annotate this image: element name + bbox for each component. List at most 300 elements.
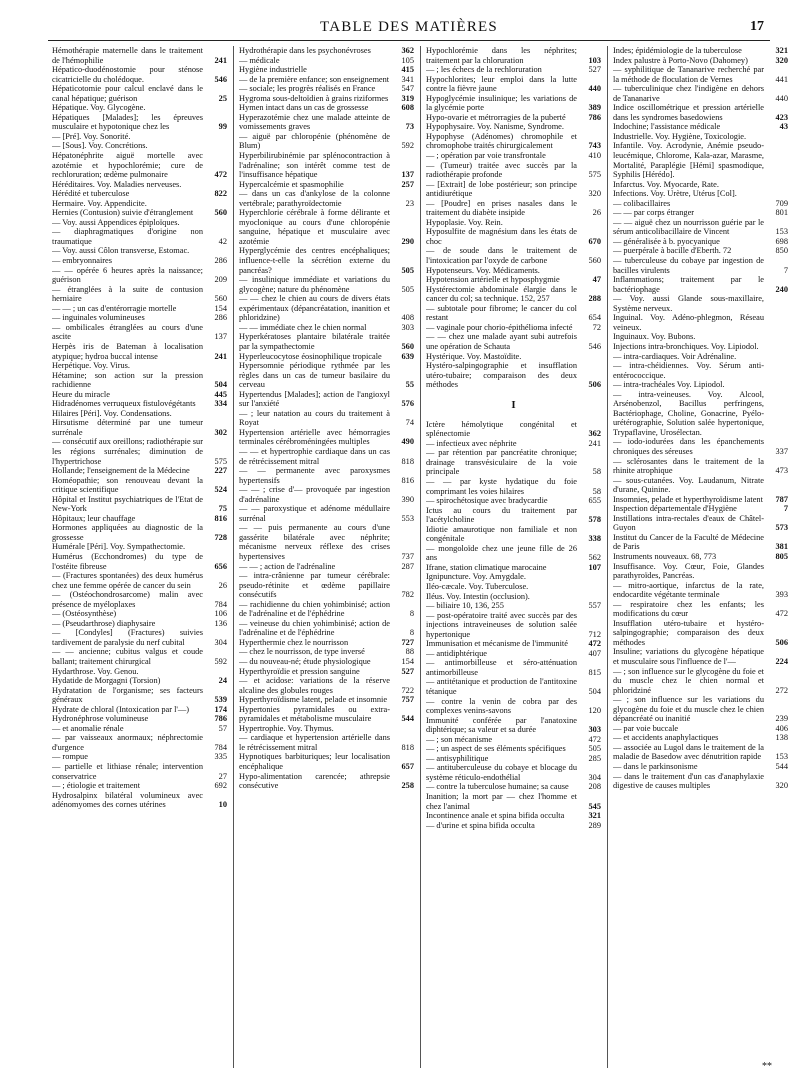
index-column-3 <box>426 46 601 1071</box>
index-entry <box>239 132 414 151</box>
index-entry <box>426 304 601 323</box>
entry-text: Hypochlorites; leur emploi dans la lutte contre la fièvre jaune <box>426 74 577 94</box>
index-entry <box>52 199 227 209</box>
entry-page-number: 320 <box>588 189 601 199</box>
entry-text: — tuberculinique chez l'indigène en dehors de Tananarive <box>613 84 764 103</box>
index-entry <box>52 189 227 199</box>
entry-text: Hormones appliquées au diagnostic de la grossesse <box>52 523 203 542</box>
entry-text: — — et hypertrophie cardiaque dans un cas de rétrécissement mitral <box>239 446 390 466</box>
entry-text: — ; son mécanisme <box>426 734 493 744</box>
index-entry <box>426 735 601 745</box>
entry-page-number: 304 <box>214 637 227 647</box>
index-entry <box>239 332 414 351</box>
entry-page-number: 473 <box>775 466 788 476</box>
entry-text: Indes; épidémiologie de la tuberculose <box>613 46 742 55</box>
entry-text: Hydronéphrose volumineuse <box>52 714 149 724</box>
entry-text: Hépatiques [Malades]; les épreuves musculaire et hypotonique chez les <box>52 112 203 132</box>
entry-text: Hystéro-salpingographie et insufflation utéro-tubaire; comparaison des deux méthodes <box>426 361 577 390</box>
entry-page-number: 578 <box>588 515 601 525</box>
entry-text: — de la première enfance; son enseignement <box>239 74 390 84</box>
entry-page-number: 728 <box>214 532 227 542</box>
entry-text: — contre la venin de cobra par des complexes venins-savons <box>426 696 577 716</box>
entry-page-number: 303 <box>401 322 414 332</box>
entry-text: Hépaticotomie pour calcul enclavé dans le canal hépatique; guérison <box>52 84 203 103</box>
index-entry <box>52 399 227 409</box>
index-entry <box>426 572 601 582</box>
entry-text: — chez le nourrisson, de type inversé <box>239 647 365 657</box>
index-entry <box>52 342 227 361</box>
entry-page-number: 727 <box>401 637 414 647</box>
entry-page-number: 560 <box>214 294 227 304</box>
entry-text: Industrielle. Voy. Hygiène, Toxicologie. <box>613 131 747 141</box>
index-entry <box>52 667 227 677</box>
entry-page-number: 709 <box>775 198 788 208</box>
entry-text: — — aiguë chez un nourrisson guérie par le sérum anticolibacillaire de Vincent <box>613 217 764 237</box>
index-entry <box>52 46 227 65</box>
entry-text: Hystérectomie abdominale élargie dans le cancer du col; sa technique. 152, 257 <box>426 284 577 304</box>
index-entry <box>239 772 414 791</box>
entry-text: Iléo-cæcale. Voy. Tuberculose. <box>426 581 529 591</box>
index-entry <box>239 428 414 447</box>
entry-text: Héréditaires. Voy. Maladies nerveuses. <box>52 179 182 189</box>
entry-text: Hyperthermie chez le nourrisson <box>239 637 349 647</box>
entry-page-number: 320 <box>775 55 788 65</box>
entry-text: Ictus au cours du traitement par l'acétylcholine <box>426 505 577 525</box>
index-entry <box>239 466 414 485</box>
index-entry <box>613 437 788 456</box>
entry-page-number: 472 <box>775 609 788 619</box>
entry-page-number: 153 <box>775 752 788 762</box>
entry-page-number: 288 <box>588 294 601 304</box>
index-entry <box>52 208 227 218</box>
index-entry <box>239 180 414 190</box>
index-entry <box>239 600 414 619</box>
entry-page-number: 227 <box>214 466 227 476</box>
index-entry <box>426 361 601 390</box>
entry-text: — intra-trachéales Voy. Lipiodol. <box>613 380 725 390</box>
entry-text: — ; un aspect de ses éléments spécifiques <box>426 744 566 754</box>
entry-text: Hirsutisme déterminé par une tumeur surrénale <box>52 418 203 437</box>
entry-text: Hépatique. Voy. Glycogène. <box>52 103 146 113</box>
entry-page-number: 209 <box>214 275 227 285</box>
index-entry <box>613 600 788 619</box>
entry-text: — sous-cutanées. Voy. Laudanum, Nitrate d'urane, Quinine. <box>613 475 764 495</box>
entry-page-number: 787 <box>775 494 788 504</box>
index-entry <box>52 686 227 705</box>
entry-text: Hyposulfite de magnésium dans les états de choc <box>426 227 577 246</box>
page-number: 17 <box>750 19 764 34</box>
entry-text: Hypotenseurs. Voy. Médicaments. <box>426 265 540 275</box>
entry-page-number: 24 <box>218 676 227 686</box>
index-entry <box>52 619 227 629</box>
index-entry <box>426 151 601 161</box>
entry-text: — syphilitique de Tananarive recherché par la méthode de floculation de Vernes <box>613 65 764 84</box>
entry-page-number: 57 <box>218 723 227 733</box>
column-divider <box>233 46 234 1068</box>
index-entry <box>52 714 227 724</box>
entry-text: — rachidienne du chien yohimbinisé; action de l'adrénaline et de l'éphédrine <box>239 599 390 619</box>
index-entry <box>426 582 601 592</box>
entry-page-number: 592 <box>401 141 414 151</box>
index-entry <box>52 733 227 752</box>
entry-page-number: 341 <box>401 74 414 84</box>
index-entry <box>613 122 788 132</box>
entry-page-number: 257 <box>401 179 414 189</box>
index-entry <box>52 437 227 466</box>
entry-text: Instillations intra-rectales d'eaux de Châtel-Guyon <box>613 513 764 533</box>
entry-page-number: 319 <box>401 93 414 103</box>
entry-page-number: 362 <box>401 46 414 55</box>
entry-text: — — chez une malade ayant subi autrefois une opération de Schauta <box>426 332 577 351</box>
index-entry <box>52 781 227 791</box>
index-entry <box>52 323 227 342</box>
entry-text: Hypophyse (Adénomes) chromophile et chromophobe traités chirurgicalement <box>426 131 577 151</box>
entry-text: — respiratoire chez les enfants; les modifications du cœur <box>613 599 764 619</box>
index-entry <box>613 733 788 743</box>
index-entry <box>613 180 788 190</box>
entry-page-number: 208 <box>588 782 601 792</box>
entry-page-number: 241 <box>214 55 227 65</box>
index-entry <box>52 256 227 266</box>
index-entry <box>426 199 601 218</box>
entry-page-number: 472 <box>588 734 601 744</box>
entry-page-number: 560 <box>588 256 601 266</box>
entry-text: — — ; un cas d'entérorragie mortelle <box>52 303 177 313</box>
entry-text: — ; étiologie et traitement <box>52 781 141 791</box>
entry-text: — dans un cas d'ankylose de la colonne vertébrale; parathyroïdectomie <box>239 189 390 208</box>
entry-page-number: 43 <box>779 122 788 132</box>
entry-page-number: 670 <box>588 236 601 246</box>
entry-page-number: 272 <box>775 685 788 695</box>
entry-page-number: 423 <box>775 112 788 122</box>
index-entry <box>613 504 788 514</box>
entry-text: — sclérosantes dans le traitement de la rhinite atrophique <box>613 456 764 476</box>
index-entry <box>613 533 788 552</box>
index-entry <box>239 724 414 734</box>
index-entry <box>239 390 414 409</box>
entry-page-number: 440 <box>775 93 788 103</box>
entry-text: Immunité conférée par l'anatoxine diphtérique; sa valeur et sa durée <box>426 715 577 735</box>
entry-page-number: 393 <box>775 590 788 600</box>
index-entry <box>426 792 601 811</box>
entry-text: Inguinaux. Voy. Bubons. <box>613 332 696 342</box>
entry-text: — tuberculeuse du cobaye par ingestion de bacilles virulents <box>613 256 764 275</box>
entry-page-number: 553 <box>401 513 414 523</box>
index-entry <box>239 733 414 752</box>
entry-page-number: 241 <box>588 438 601 448</box>
entry-text: — [Condyles] (Fractures) suivies tardivement de paralysie du nerf cubital <box>52 628 203 647</box>
entry-page-number: 42 <box>218 236 227 246</box>
index-entry <box>239 84 414 94</box>
entry-page-number: 381 <box>775 542 788 552</box>
index-entry <box>239 246 414 275</box>
entry-text: — généralisée à b. pyocyanique <box>613 236 720 246</box>
index-entry <box>426 227 601 246</box>
index-entry <box>239 619 414 638</box>
entry-page-number: 136 <box>214 618 227 628</box>
index-entry <box>239 562 414 572</box>
entry-text: — veineuse du chien yohimbinisé; action de l'adrénaline et de l'éphédrine <box>239 618 390 638</box>
entry-text: Herpès iris de Bateman à localisation atypique; hydroa buccal intense <box>52 341 203 361</box>
index-entry <box>613 246 788 256</box>
entry-page-number: 75 <box>218 504 227 514</box>
header-rule <box>48 40 770 41</box>
entry-page-number: 472 <box>214 170 227 180</box>
index-entry <box>239 323 414 333</box>
entry-text: Inguinal. Voy. Adéno-phlegmon, Réseau veineux. <box>613 313 764 332</box>
index-entry <box>239 647 414 657</box>
entry-text: — antidiphtérique <box>426 648 487 658</box>
entry-text: Index palustre à Porto-Novo (Dahomey) <box>613 55 748 65</box>
index-entry <box>613 647 788 666</box>
index-entry <box>52 609 227 619</box>
entry-page-number: 815 <box>588 667 601 677</box>
entry-page-number: 153 <box>775 227 788 237</box>
index-entry <box>426 75 601 94</box>
entry-text: Instruments nouveaux. 68, 773 <box>613 551 717 561</box>
entry-page-number: 562 <box>588 553 601 563</box>
entry-text: Incontinence anale et spina bifida occulta <box>426 811 565 821</box>
index-entry <box>613 56 788 66</box>
index-column-2 <box>239 46 414 1071</box>
entry-page-number: 547 <box>401 84 414 94</box>
index-entry <box>426 525 601 544</box>
index-entry <box>426 285 601 304</box>
index-entry <box>426 113 601 123</box>
entry-page-number: 338 <box>588 534 601 544</box>
entry-page-number: 822 <box>214 189 227 199</box>
index-entry <box>52 495 227 514</box>
entry-text: — intra-crânienne par tumeur cérébrale: pseudo-rétinite et œdème papillaire consécutifs <box>239 571 390 600</box>
entry-page-number: 506 <box>775 637 788 647</box>
entry-text: — subtotale pour fibrome; le cancer du col restant <box>426 303 577 323</box>
entry-text: — (Fractures spontanées) des deux humérus chez une femme opérée de cancer du sein <box>52 571 203 590</box>
entry-text: — biliaire 10, 136, 255 <box>426 601 504 611</box>
entry-page-number: 524 <box>214 485 227 495</box>
index-entry <box>239 94 414 104</box>
entry-text: Hépatico-duodénostomie pour sténose cicatricielle du cholédoque. <box>52 65 203 84</box>
entry-text: Humérale [Péri]. Voy. Sympathectomie. <box>52 542 186 552</box>
entry-page-number: 407 <box>588 648 601 658</box>
entry-text: — par voie buccale <box>613 723 679 733</box>
entry-text: Hydarthrose. Voy. Genou. <box>52 666 139 676</box>
entry-text: — ; opération par voie transfrontale <box>426 151 546 161</box>
index-entry <box>52 180 227 190</box>
entry-text: — ombilicales étranglées au cours d'une ascite <box>52 322 203 342</box>
entry-page-number: 73 <box>405 122 414 132</box>
entry-text: — spirochétosique avec bradycardie <box>426 496 548 506</box>
index-entry <box>239 103 414 113</box>
entry-text: — consécutif aux oreillons; radiothérapie sur les régions surrénales; diminution de l'hypertrichose <box>52 437 203 466</box>
index-entry <box>52 113 227 132</box>
index-entry <box>613 772 788 791</box>
entry-text: — antimorbilleuse et séro-atténuation antimorbilleuse <box>426 658 577 677</box>
entry-page-number: 757 <box>401 695 414 705</box>
entry-text: — par vaisseaux anormaux; néphrectomie d'urgence <box>52 733 203 752</box>
index-entry <box>426 716 601 735</box>
entry-page-number: 490 <box>401 437 414 447</box>
index-entry <box>613 562 788 581</box>
index-entry <box>426 592 601 602</box>
index-entry <box>52 371 227 390</box>
entry-page-number: 26 <box>218 580 227 590</box>
entry-text: — du nouveau-né; étude physiologique <box>239 657 371 666</box>
entry-text: — — ; crise d'— provoquée par ingestion d'adrénaline <box>239 485 390 504</box>
entry-text: — et acidose: variations de la réserve alcaline des globules rouges <box>239 676 390 695</box>
entry-page-number: 410 <box>588 151 601 161</box>
entry-text: — antisyphilitique <box>426 753 489 763</box>
entry-text: Hernies (Contusion) suivie d'étranglement <box>52 208 194 218</box>
entry-text: — partielle et lithiase rénale; intervention conservatrice <box>52 762 203 781</box>
entry-text: Inflammations; traitement par le bactériophage <box>613 275 764 294</box>
entry-text: — intra-chéidiennes. Voy. Sérum anti-entérococcique. <box>613 361 764 380</box>
entry-page-number: 546 <box>214 74 227 84</box>
index-entry <box>52 676 227 686</box>
entry-text: Hypnotiques barbituriques; leur localisation encéphalique <box>239 752 390 772</box>
entry-text: Institut du Cancer de la Faculté de Médecine de Paris <box>613 532 764 552</box>
entry-text: Hygroma sous-deltoïdien à grains riziformes <box>239 93 389 103</box>
entry-text: — ; son influence sur les variations du glycogène du foie et du muscle chez le chien dépancréaté ou inanitié <box>613 695 764 724</box>
entry-text: — infectieux avec néphrite <box>426 438 517 448</box>
entry-page-number: 545 <box>588 801 601 811</box>
entry-text: Hydratation de l'organisme; ses facteurs généraux <box>52 685 203 705</box>
entry-text: Hépatonéphrite aiguë mortelle avec azotémie et hypochlorémie; cure de rechloruration; œdème pulmonaire <box>52 151 203 180</box>
entry-page-number: 106 <box>214 609 227 619</box>
entry-text: Inanition; la mort par — chez l'homme et chez l'animal <box>426 792 577 811</box>
entry-page-number: 138 <box>775 733 788 743</box>
entry-page-number: 10 <box>218 800 227 810</box>
entry-page-number: 241 <box>214 351 227 361</box>
index-entry <box>613 342 788 352</box>
column-divider <box>420 46 421 1068</box>
entry-text: — — puis permanente au cours d'une gassérite bilatérale avec néphrite; mécanisme nerveux réflexe des crises hypertensives <box>239 523 390 561</box>
entry-page-number: 362 <box>588 429 601 439</box>
entry-page-number: 698 <box>775 236 788 246</box>
index-entry <box>239 657 414 667</box>
entry-page-number: 88 <box>405 647 414 657</box>
index-entry <box>52 266 227 285</box>
entry-page-number: 546 <box>588 341 601 351</box>
index-entry <box>613 275 788 294</box>
index-entry <box>613 361 788 380</box>
index-entry <box>426 506 601 525</box>
entry-page-number: 575 <box>214 456 227 466</box>
entry-text: Hérédité et tuberculose <box>52 189 130 199</box>
index-entry <box>613 141 788 179</box>
entry-page-number: 47 <box>592 275 601 285</box>
entry-page-number: 506 <box>588 380 601 390</box>
index-entry <box>613 743 788 762</box>
entry-page-number: 137 <box>214 332 227 342</box>
footer-mark: ** <box>762 1061 772 1072</box>
index-entry <box>426 677 601 696</box>
entry-text: Heure du miracle <box>52 389 110 399</box>
index-column-1 <box>52 46 227 1071</box>
index-entry <box>613 724 788 734</box>
index-entry <box>426 275 601 285</box>
entry-text: — mongoloïde chez une jeune fille de 26 ans <box>426 543 577 563</box>
entry-page-number: 816 <box>401 475 414 485</box>
entry-text: Inspection départementale d'Hygiène <box>613 504 737 514</box>
entry-text: Hygiène industrielle <box>239 65 307 75</box>
index-entry <box>52 361 227 371</box>
entry-text: — — par kyste hydatique du foie comprimant les voies hilaires <box>426 476 577 496</box>
entry-text: Hypotension artérielle et hyposphygmie <box>426 275 560 285</box>
entry-page-number: 7 <box>783 504 788 514</box>
entry-page-number: 557 <box>588 601 601 611</box>
entry-text: Ignipuncture. Voy. Amygdale. <box>426 572 526 582</box>
entry-page-number: 286 <box>214 256 227 266</box>
index-entry <box>52 724 227 734</box>
entry-page-number: 818 <box>401 742 414 752</box>
entry-page-number: 320 <box>775 781 788 791</box>
entry-text: Hypertension artérielle avec hémorragies terminales cérébroméningées multiples <box>239 427 390 447</box>
entry-text: Homéopathie; son renouveau devant la critique scientifique <box>52 475 203 495</box>
index-entry <box>52 466 227 476</box>
entry-page-number: 784 <box>214 599 227 609</box>
index-entry <box>613 457 788 476</box>
index-entry <box>426 649 601 659</box>
index-entry <box>426 218 601 228</box>
entry-page-number: 103 <box>588 55 601 65</box>
entry-page-number: 608 <box>401 103 414 113</box>
entry-text: — insulinique immédiate et variations du glycogène; nature du phénomène <box>239 275 390 294</box>
entry-text: Hypertendus [Malades]; action de l'angioxyl sur l'anxiété <box>239 389 390 409</box>
index-entry <box>239 409 414 428</box>
index-entry <box>426 352 601 362</box>
entry-page-number: 544 <box>775 762 788 772</box>
index-entry <box>239 294 414 323</box>
entry-page-number: 240 <box>775 284 788 294</box>
entry-text: — puerpérale à bacille d'Eberth. 72 <box>613 246 732 256</box>
index-entry <box>613 294 788 313</box>
entry-text: Hypoplasie. Voy. Rein. <box>426 217 503 227</box>
entry-text: Insuffisance. Voy. Cœur, Foie, Glandes parathyroïdes, Pancréas. <box>613 561 764 581</box>
entry-page-number: 287 <box>401 561 414 571</box>
index-entry <box>426 563 601 573</box>
index-entry <box>52 65 227 84</box>
column-divider <box>607 46 608 1068</box>
entry-page-number: 154 <box>401 657 414 666</box>
entry-text: Infections. Voy. Urètre, Utérus [Col]. <box>613 189 737 199</box>
index-entry <box>52 218 227 228</box>
entry-text: — sociale; les progrès réalisés en France <box>239 84 376 94</box>
entry-text: Hollande; l'enseignement de la Médecine <box>52 466 190 476</box>
entry-page-number: 560 <box>214 208 227 218</box>
entry-text: — embryonnaires <box>52 256 113 266</box>
index-entry <box>426 782 601 792</box>
entry-text: Insomnies, pelade et hyperthyroïdisme latent <box>613 494 763 504</box>
index-entry <box>52 647 227 666</box>
entry-page-number: 390 <box>401 494 414 504</box>
entry-text: Hyperchlorie cérébrale à forme délirante et myoclonique au cours d'une chloropénie sanguine, hépatique et musculaire avec azotémie <box>239 208 390 246</box>
entry-text: — (Ostéosynthèse) <box>52 609 117 619</box>
index-entry <box>426 420 601 439</box>
index-entry <box>613 132 788 142</box>
index-column-4 <box>613 46 788 1071</box>
entry-text: — ; son influence sur le glycogène du foie et du muscle chez le chien normal et phloridziné <box>613 666 764 695</box>
index-entry <box>52 227 227 246</box>
entry-text: Hydrothérapie dans les psychonévroses <box>239 46 371 55</box>
entry-text: Hémothérapie maternelle dans le traitement de l'hémophilie <box>52 46 203 65</box>
index-entry <box>52 590 227 609</box>
index-entry <box>52 84 227 103</box>
entry-text: — étranglées à la suite de contusion herniaire <box>52 284 203 304</box>
entry-page-number: 389 <box>588 103 601 113</box>
index-entry <box>52 762 227 781</box>
entry-page-number: 472 <box>588 639 601 649</box>
entry-text: — dans le traitement d'un cas d'anaphylaxie digestive de causes multiples <box>613 771 764 791</box>
